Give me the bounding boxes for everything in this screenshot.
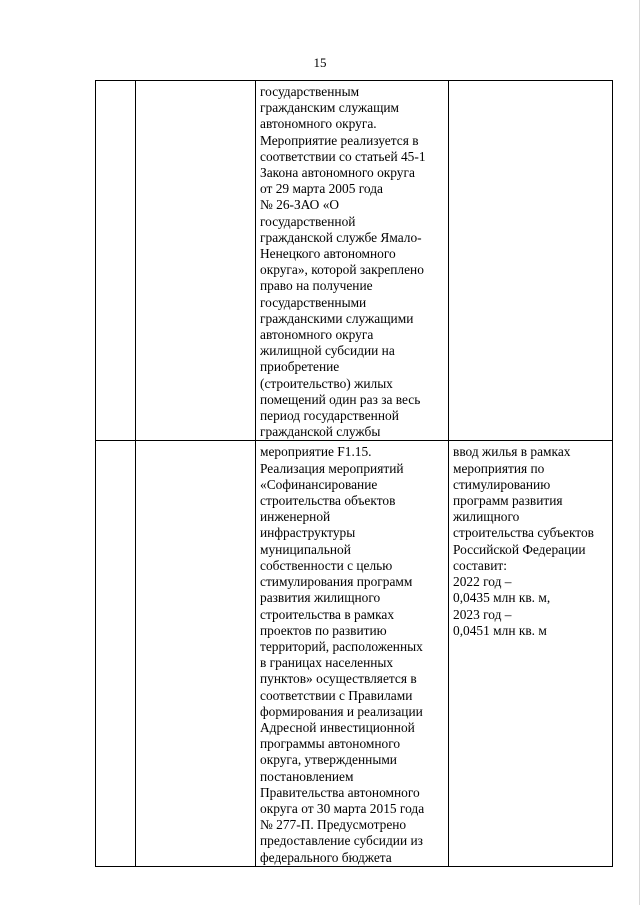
table-cell-description: государственным гражданским служащим автономного округа. Мероприятие реализуется в соответствии со статьей 45-1 Закона автономного округа от 29 марта 2005 года № 26-ЗАО «О государственной гражданской службе Ямало- Ненецкого автономного округа», которой закреплено право на получение государственными гражданскими служащими автономного округа жилищной субсидии на приобретение (строительство) жилых помещений один раз за весь период государственной гражданской службы bbox=[256, 81, 449, 441]
page-number: 15 bbox=[313, 55, 327, 70]
table-cell-result bbox=[449, 81, 613, 441]
table-cell-col2 bbox=[136, 81, 256, 441]
table-row bbox=[96, 81, 613, 441]
table-cell-result: ввод жилья в рамках мероприятия по стимулированию программ развития жилищного строительства субъектов Российской Федерации составит: 2022 год – 0,0435 млн кв. м, 2023 год – 0,0451 млн кв. м bbox=[449, 441, 613, 866]
table-cell-col1 bbox=[96, 81, 136, 441]
table-cell-col1 bbox=[96, 441, 136, 866]
table-cell-description: мероприятие F1.15. Реализация мероприятий «Софинансирование строительства объектов инженерной инфраструктуры муниципальной собственности с целью стимулирования программ развития жилищного строительства в рамках проектов по развитию территорий, расположенных в границах населенных пунктов» осуществляется в соответствии с Правилами формирования и реализации Адресной инвестиционной программы автономного округа, утвержденными постановлением Правительства автономного округа от 30 марта 2015 года № 277-П. Предусмотрено предоставление субсидии из федерального бюджета bbox=[256, 441, 449, 866]
measures-table bbox=[95, 80, 613, 867]
table-row bbox=[96, 441, 613, 866]
table-cell-col2 bbox=[136, 441, 256, 866]
